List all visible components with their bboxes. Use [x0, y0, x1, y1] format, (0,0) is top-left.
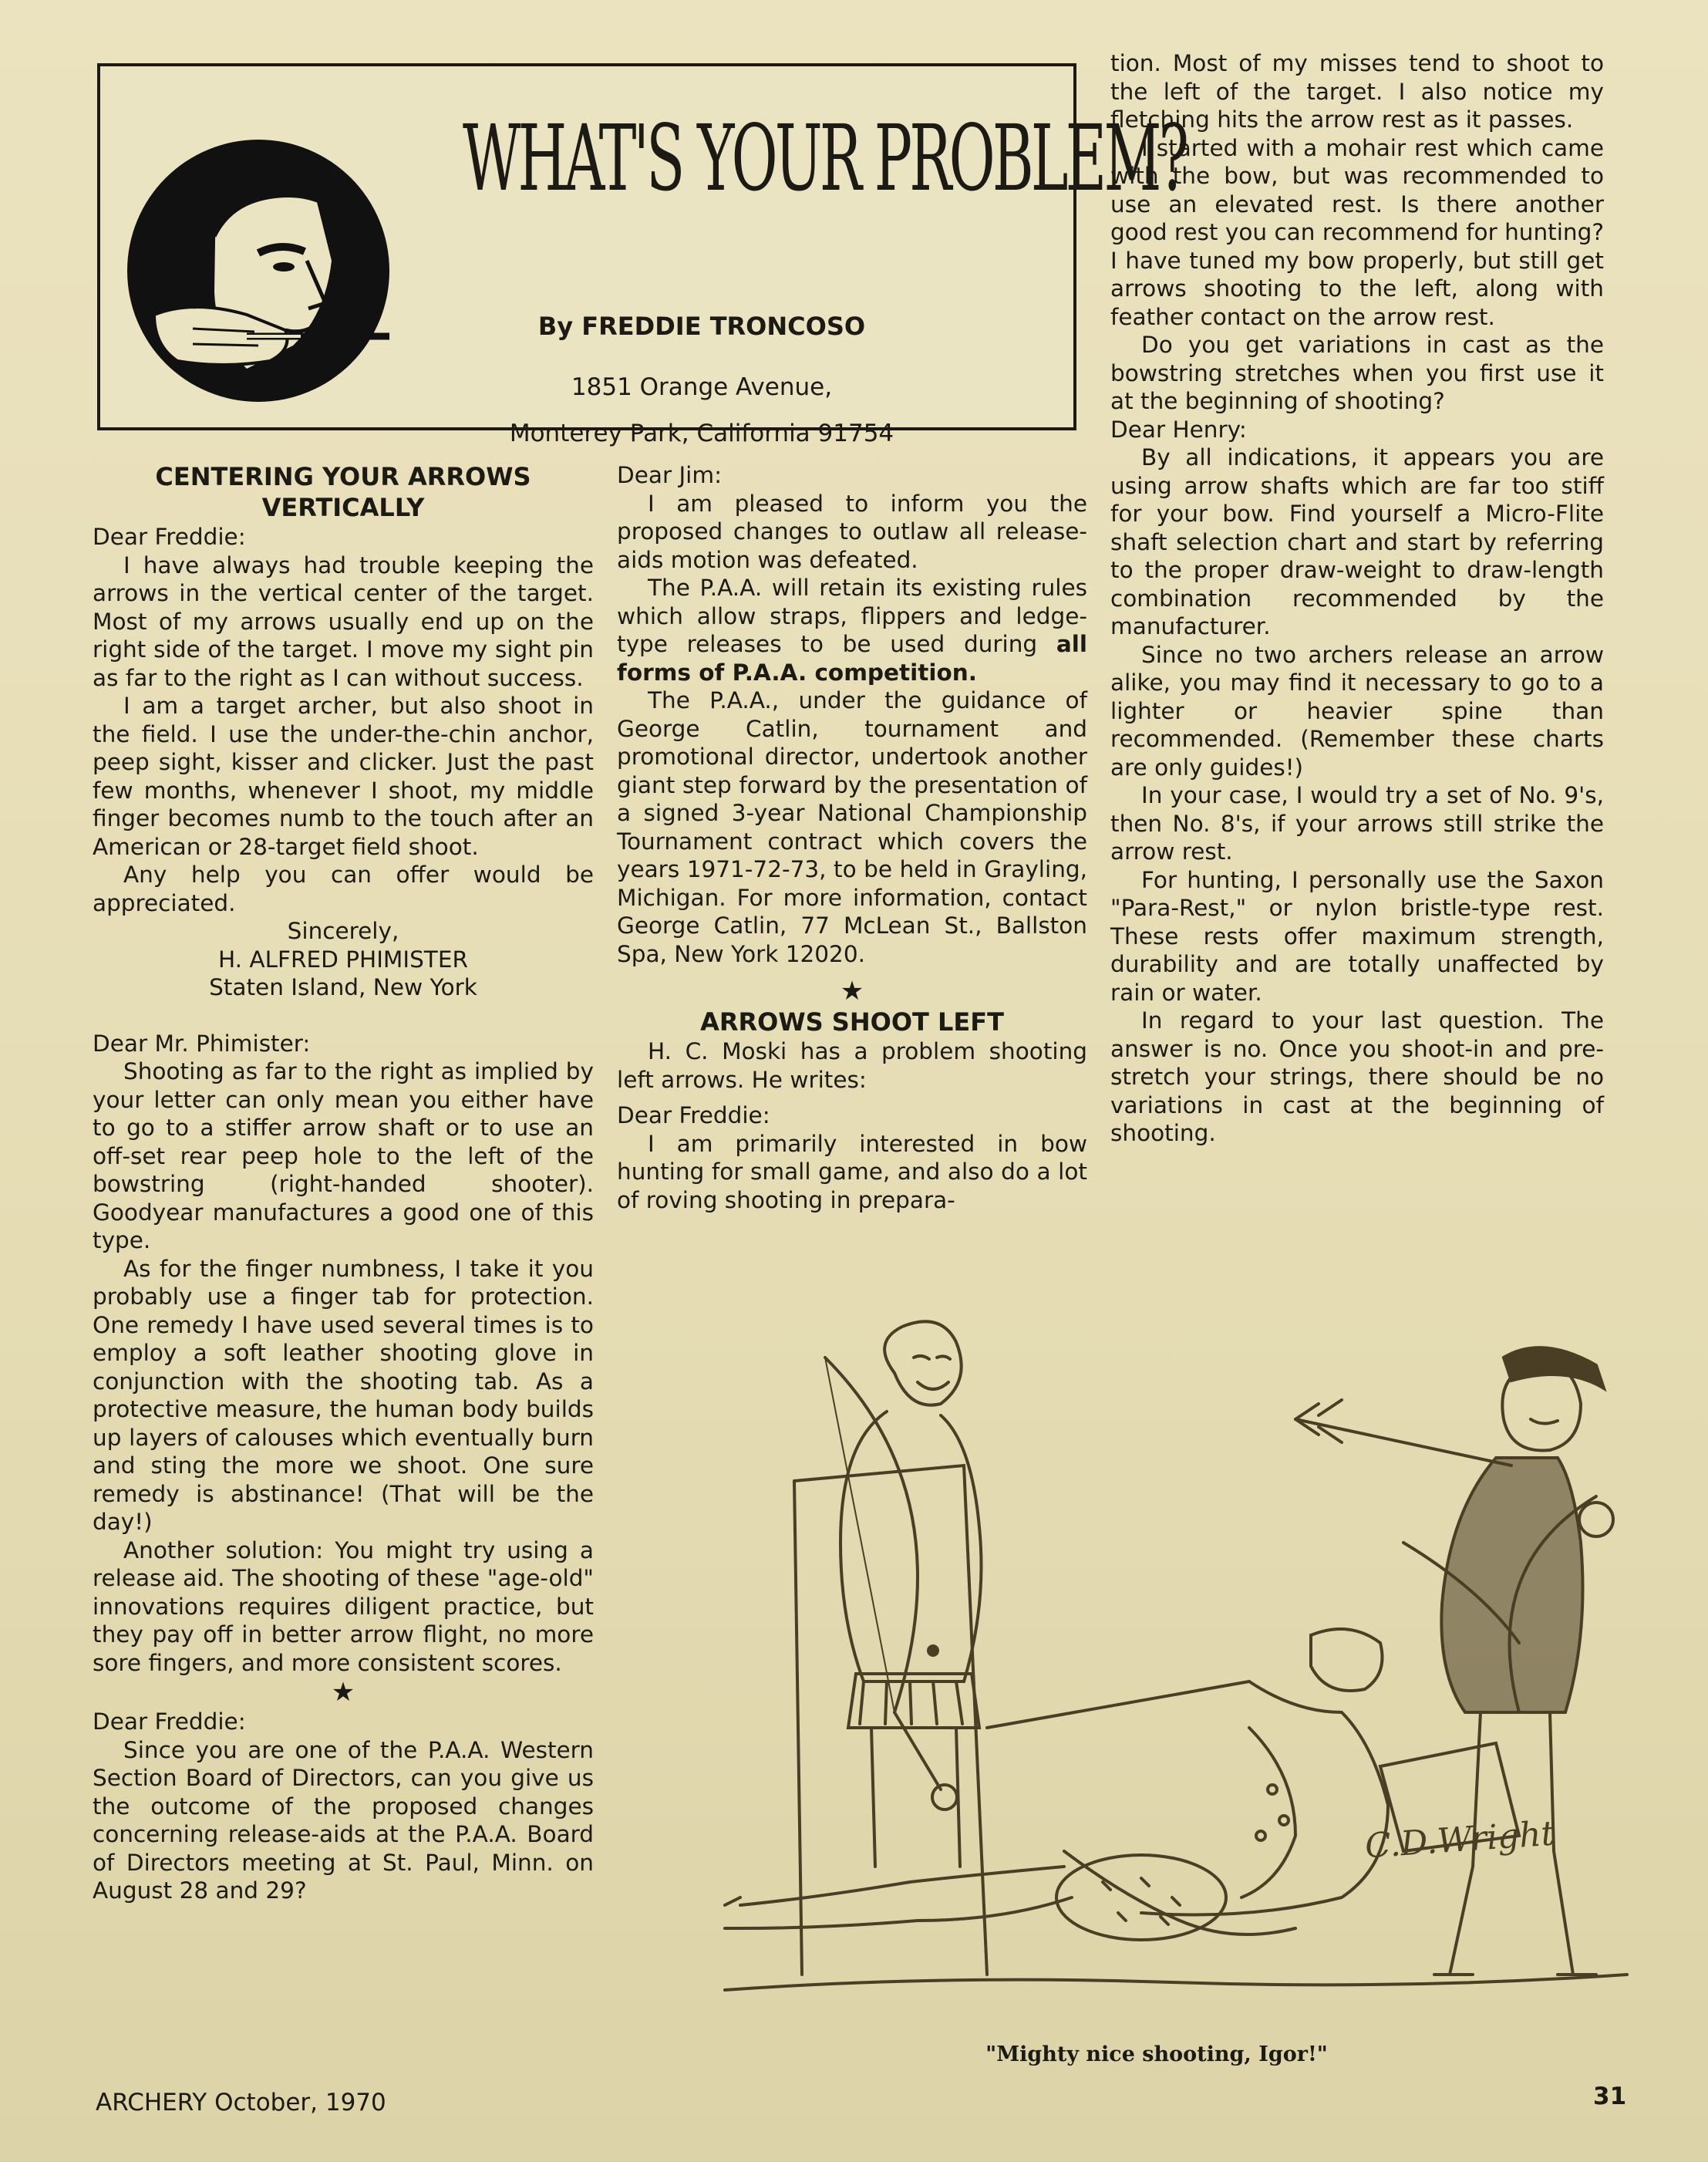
paragraph: As for the finger numbness, I take it you probably use a finger tab for protection. One remedy I have used several times is to employ a soft leather shooting glove in conjunction with the shooting tab. As a protective measure, the human body builds up layers of calouses which eventually burn and sting the more we shoot. One sure remedy is abstinance! (That will be the day!)	[93, 1255, 594, 1535]
paragraph: tion. Most of my misses tend to shoot to the left of the target. I also notice my fletching hits the arrow rest as it passes.	[1110, 50, 1604, 133]
paragraph: Shooting as far to the right as implied by your letter can only mean you either have to go to a stiffer arrow shaft or to use an off-set rear peep hole to the left of the bowstring (right-handed shooter). Goodyear manufactures a good one of this type.	[93, 1058, 594, 1253]
paragraph: Since no two archers release an arrow alike, you may find it necessary to go to a lighter or heavier spine than recommended. (Remember these charts are only guides!)	[1110, 641, 1604, 781]
author-address-line2: Monterey Park, California 91754	[509, 420, 894, 447]
column-left	[93, 461, 594, 1905]
author-byline: By FREDDIE TRONCOSO	[537, 312, 866, 341]
paragraph-lead: The P.A.A. will retain its existing rules which allow straps, flippers and ledge-type releases to be used during	[617, 575, 1087, 657]
paragraph: I am primarily interested in bow hunting for small game, and also do a lot of roving shooting in prepara-	[617, 1130, 1087, 1213]
section-heading-arrows-shoot-left: ARROWS SHOOT LEFT	[700, 1007, 1004, 1037]
cartoonist-signature: C.D.Wright	[1363, 1813, 1556, 1867]
author-portrait-illustration	[123, 137, 393, 404]
paragraph: For hunting, I personally use the Saxon "Para-Rest," or nylon bristle-type rest. These rests offer maximum strength, durability and are totally unaffected by rain or water.	[1110, 866, 1604, 1006]
letter-location: Staten Island, New York	[209, 974, 477, 1000]
paragraph: I have always had trouble keeping the arrows in the vertical center of the target. Most of my arrows usually end up on the right side of the target. I move my sight pin as far to the right as I can without success.	[93, 551, 594, 691]
paragraph: I started with a mohair rest which came with the bow, but was recommended to use an elevated rest. Is there another good rest you can recommend for hunting? I have tuned my bow properly, but still get arrows shooting to the left, along with feather contact on the arrow rest.	[1110, 134, 1605, 330]
salutation: Dear Mr. Phimister:	[93, 1030, 311, 1057]
paragraph: Any help you can offer would be appreciated.	[93, 862, 594, 916]
column-title: WHAT'S YOUR PROBLEM?	[463, 105, 1187, 211]
paragraph: The P.A.A., under the guidance of George Catlin, tournament and promotional director, undertook another giant step forward by the presentation of a signed 3-year National Championship Tournament contract which covers the years 1971-72-73, to be held in Grayling, Michigan. For more information, contact George Catlin, 77 McLean St., Ballston Spa, New York 12020.	[617, 687, 1087, 967]
column-middle	[617, 461, 1087, 1214]
paragraph: I am pleased to inform you the proposed changes to outlaw all release-aids motion was defeated.	[617, 490, 1087, 573]
salutation: Dear Jim:	[617, 462, 723, 488]
paragraph-bold-phrase: all forms of P.A.A. competition.	[617, 631, 1087, 686]
letter-signer: H. ALFRED PHIMISTER	[218, 946, 468, 973]
author-address-line1: 1851 Orange Avenue,	[571, 373, 833, 401]
cartoon-caption: "Mighty nice shooting, Igor!"	[985, 2042, 1328, 2066]
paragraph: Do you get variations in cast as the bowstring stretches when you first use it at the beginning of shooting?	[1110, 332, 1604, 414]
section-heading-centering: CENTERING YOUR ARROWS VERTICALLY	[155, 462, 531, 522]
paragraph	[617, 574, 1087, 686]
paragraph: By all indications, it appears you are using arrow shafts which are far too stiff for your bow. Find yourself a Micro-Flite shaft selection chart and start by referring to the proper draw-weight to draw-length combination recommended by the manufacturer.	[1110, 444, 1604, 639]
salutation: Dear Freddie:	[93, 524, 246, 550]
star-divider: ★	[840, 976, 864, 1007]
salutation: Dear Henry:	[1110, 416, 1247, 443]
caveman-archery-cartoon	[709, 1311, 1642, 2021]
paragraph: In regard to your last question. The answer is no. Once you shoot-in and pre-stretch your strings, there should be no variations in cast at the beginning of shooting.	[1110, 1007, 1604, 1146]
paragraph: I am a target archer, but also shoot in the field. I use the under-the-chin anchor, peep sight, kisser and clicker. Just the past few months, whenever I shoot, my middle finger becomes numb to the touch after an American or 28-target field shoot.	[93, 693, 594, 860]
magazine-issue-footer: ARCHERY October, 1970	[96, 2089, 386, 2116]
page-number: 31	[1593, 2083, 1627, 2110]
paragraph: Another solution: You might try using a release aid. The shooting of these "age-old" innovations requires diligent practice, but they pay off in better arrow flight, no more sore fingers, and more consistent scores.	[93, 1536, 594, 1676]
paragraph: H. C. Moski has a problem shooting left arrows. He writes:	[617, 1038, 1087, 1093]
paragraph: In your case, I would try a set of No. 9's, then No. 8's, if your arrows still strike the arrow rest.	[1110, 782, 1604, 865]
salutation: Dear Freddie:	[93, 1708, 246, 1735]
salutation: Dear Freddie:	[617, 1102, 770, 1128]
column-right	[1110, 49, 1604, 1148]
star-divider: ★	[331, 1677, 355, 1708]
letter-signoff: Sincerely,	[287, 918, 399, 944]
paragraph: Since you are one of the P.A.A. Western Section Board of Directors, can you give us the outcome of the proposed changes concerning release-aids at the P.A.A. Board of Directors meeting at St. Paul, Minn. on August 28 and 29?	[93, 1736, 594, 1904]
